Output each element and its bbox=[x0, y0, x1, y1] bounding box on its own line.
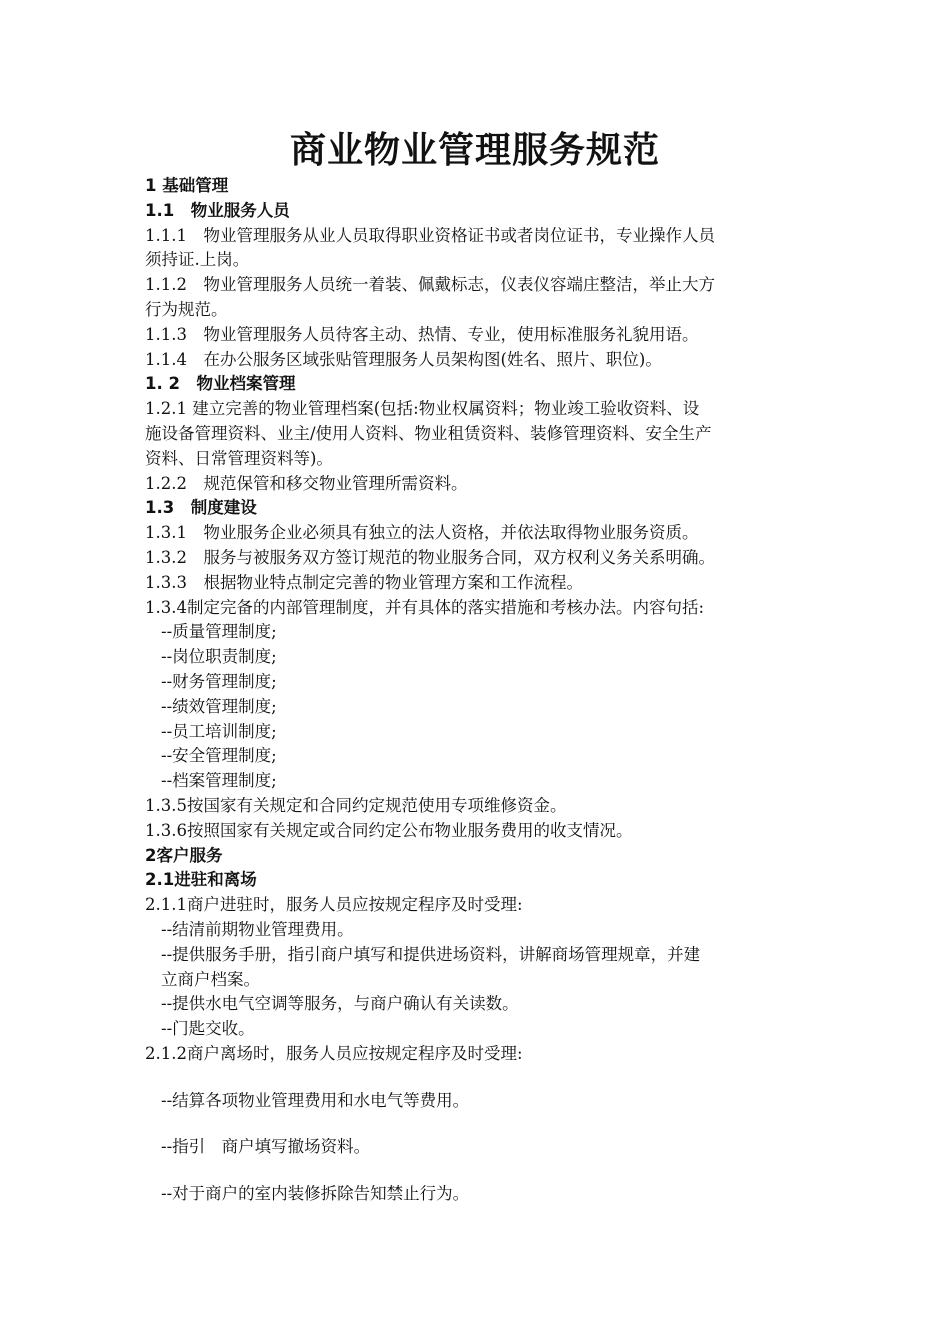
list-item: --对于商户的室内装修拆除告知禁止行为。 bbox=[161, 1184, 470, 1204]
subsection-heading: 1.3 制度建设 bbox=[145, 498, 257, 518]
clause-continuation: 行为规范。 bbox=[145, 299, 228, 319]
clause-line: 1.3.1 物业服务企业必须具有独立的法人资格，并依法取得物业服务资质。 bbox=[145, 523, 699, 543]
list-item: --提供服务手册，指引商户填写和提供进场资料，讲解商场管理规章，并建 bbox=[161, 944, 701, 964]
list-item: --员工培训制度; bbox=[161, 721, 277, 741]
clause-continuation: 资料、日常管理资料等)。 bbox=[145, 448, 333, 468]
list-item: --档案管理制度; bbox=[161, 771, 277, 791]
clause-line: 1.3.2 服务与被服务双方签订规范的物业服务合同，双方权利义务关系明确。 bbox=[145, 547, 715, 567]
document-title: 商业物业管理服务规范 bbox=[289, 130, 660, 171]
list-item: --质量管理制度; bbox=[161, 622, 277, 642]
subsection-heading: 1.1 物业服务人员 bbox=[145, 200, 290, 220]
section-heading: 2客户服务 bbox=[145, 845, 223, 865]
clause-line: 1.1.2 物业管理服务人员统一着装、佩戴标志，仪表仪容端庄整洁，举止大方 bbox=[145, 275, 715, 295]
subsection-heading: 1. 2 物业档案管理 bbox=[145, 374, 296, 394]
list-item-continuation: 立商户档案。 bbox=[161, 969, 260, 989]
section-heading: 1 基础管理 bbox=[145, 176, 229, 195]
clause-continuation: 施设备管理资料、业主/使用人资料、物业租赁资料、装修管理资料、安全生产 bbox=[145, 423, 712, 443]
clause-line: 1.2.1 建立完善的物业管理档案(包括:物业权属资料；物业竣工验收资料、设 bbox=[145, 399, 700, 419]
clause-line: 1.2.2 规范保管和移交物业管理所需资料。 bbox=[145, 473, 468, 493]
document-body bbox=[145, 174, 810, 1207]
clause-line: 1.3.4制定完备的内部管理制度，并有具体的落实措施和考核办法。内容句括: bbox=[145, 597, 705, 617]
clause-line: 1.3.5按国家有关规定和合同约定规范使用专项维修资金。 bbox=[145, 795, 567, 815]
list-item: --财务管理制度; bbox=[161, 671, 277, 691]
clause-line: 1.1.3 物业管理服务人员待客主动、热情、专业，使用标准服务礼貌用语。 bbox=[145, 324, 699, 344]
list-item: --提供水电气空调等服务，与商户确认有关读数。 bbox=[161, 994, 519, 1014]
list-item: --结算各项物业管理费用和水电气等费用。 bbox=[161, 1090, 470, 1110]
clause-line: 2.1.2商户离场时，服务人员应按规定程序及时受理: bbox=[145, 1043, 523, 1063]
list-item: --指引 商户填写撤场资料。 bbox=[161, 1137, 371, 1157]
list-item: --绩效管理制度; bbox=[161, 696, 277, 716]
clause-line: 1.3.3 根据物业特点制定完善的物业管理方案和工作流程。 bbox=[145, 572, 583, 592]
clause-line: 1.1.4 在办公服务区域张贴管理服务人员架构图(姓名、照片、职位)。 bbox=[145, 349, 662, 369]
list-item: --岗位职责制度; bbox=[161, 647, 277, 667]
list-item: --门匙交收。 bbox=[161, 1019, 255, 1039]
list-item: --安全管理制度; bbox=[161, 746, 277, 766]
clause-line: 1.1.1 物业管理服务从业人员取得职业资格证书或者岗位证书，专业操作人员 bbox=[145, 225, 715, 245]
clause-line: 2.1.1商户进驻时，服务人员应按规定程序及时受理: bbox=[145, 895, 523, 915]
list-item: --结清前期物业管理费用。 bbox=[161, 919, 354, 939]
clause-continuation: 须持证.上岗。 bbox=[145, 250, 250, 270]
clause-line: 1.3.6按照国家有关规定或合同约定公布物业服务费用的收支情况。 bbox=[145, 820, 633, 840]
subsection-heading: 2.1进驻和离场 bbox=[145, 870, 257, 890]
